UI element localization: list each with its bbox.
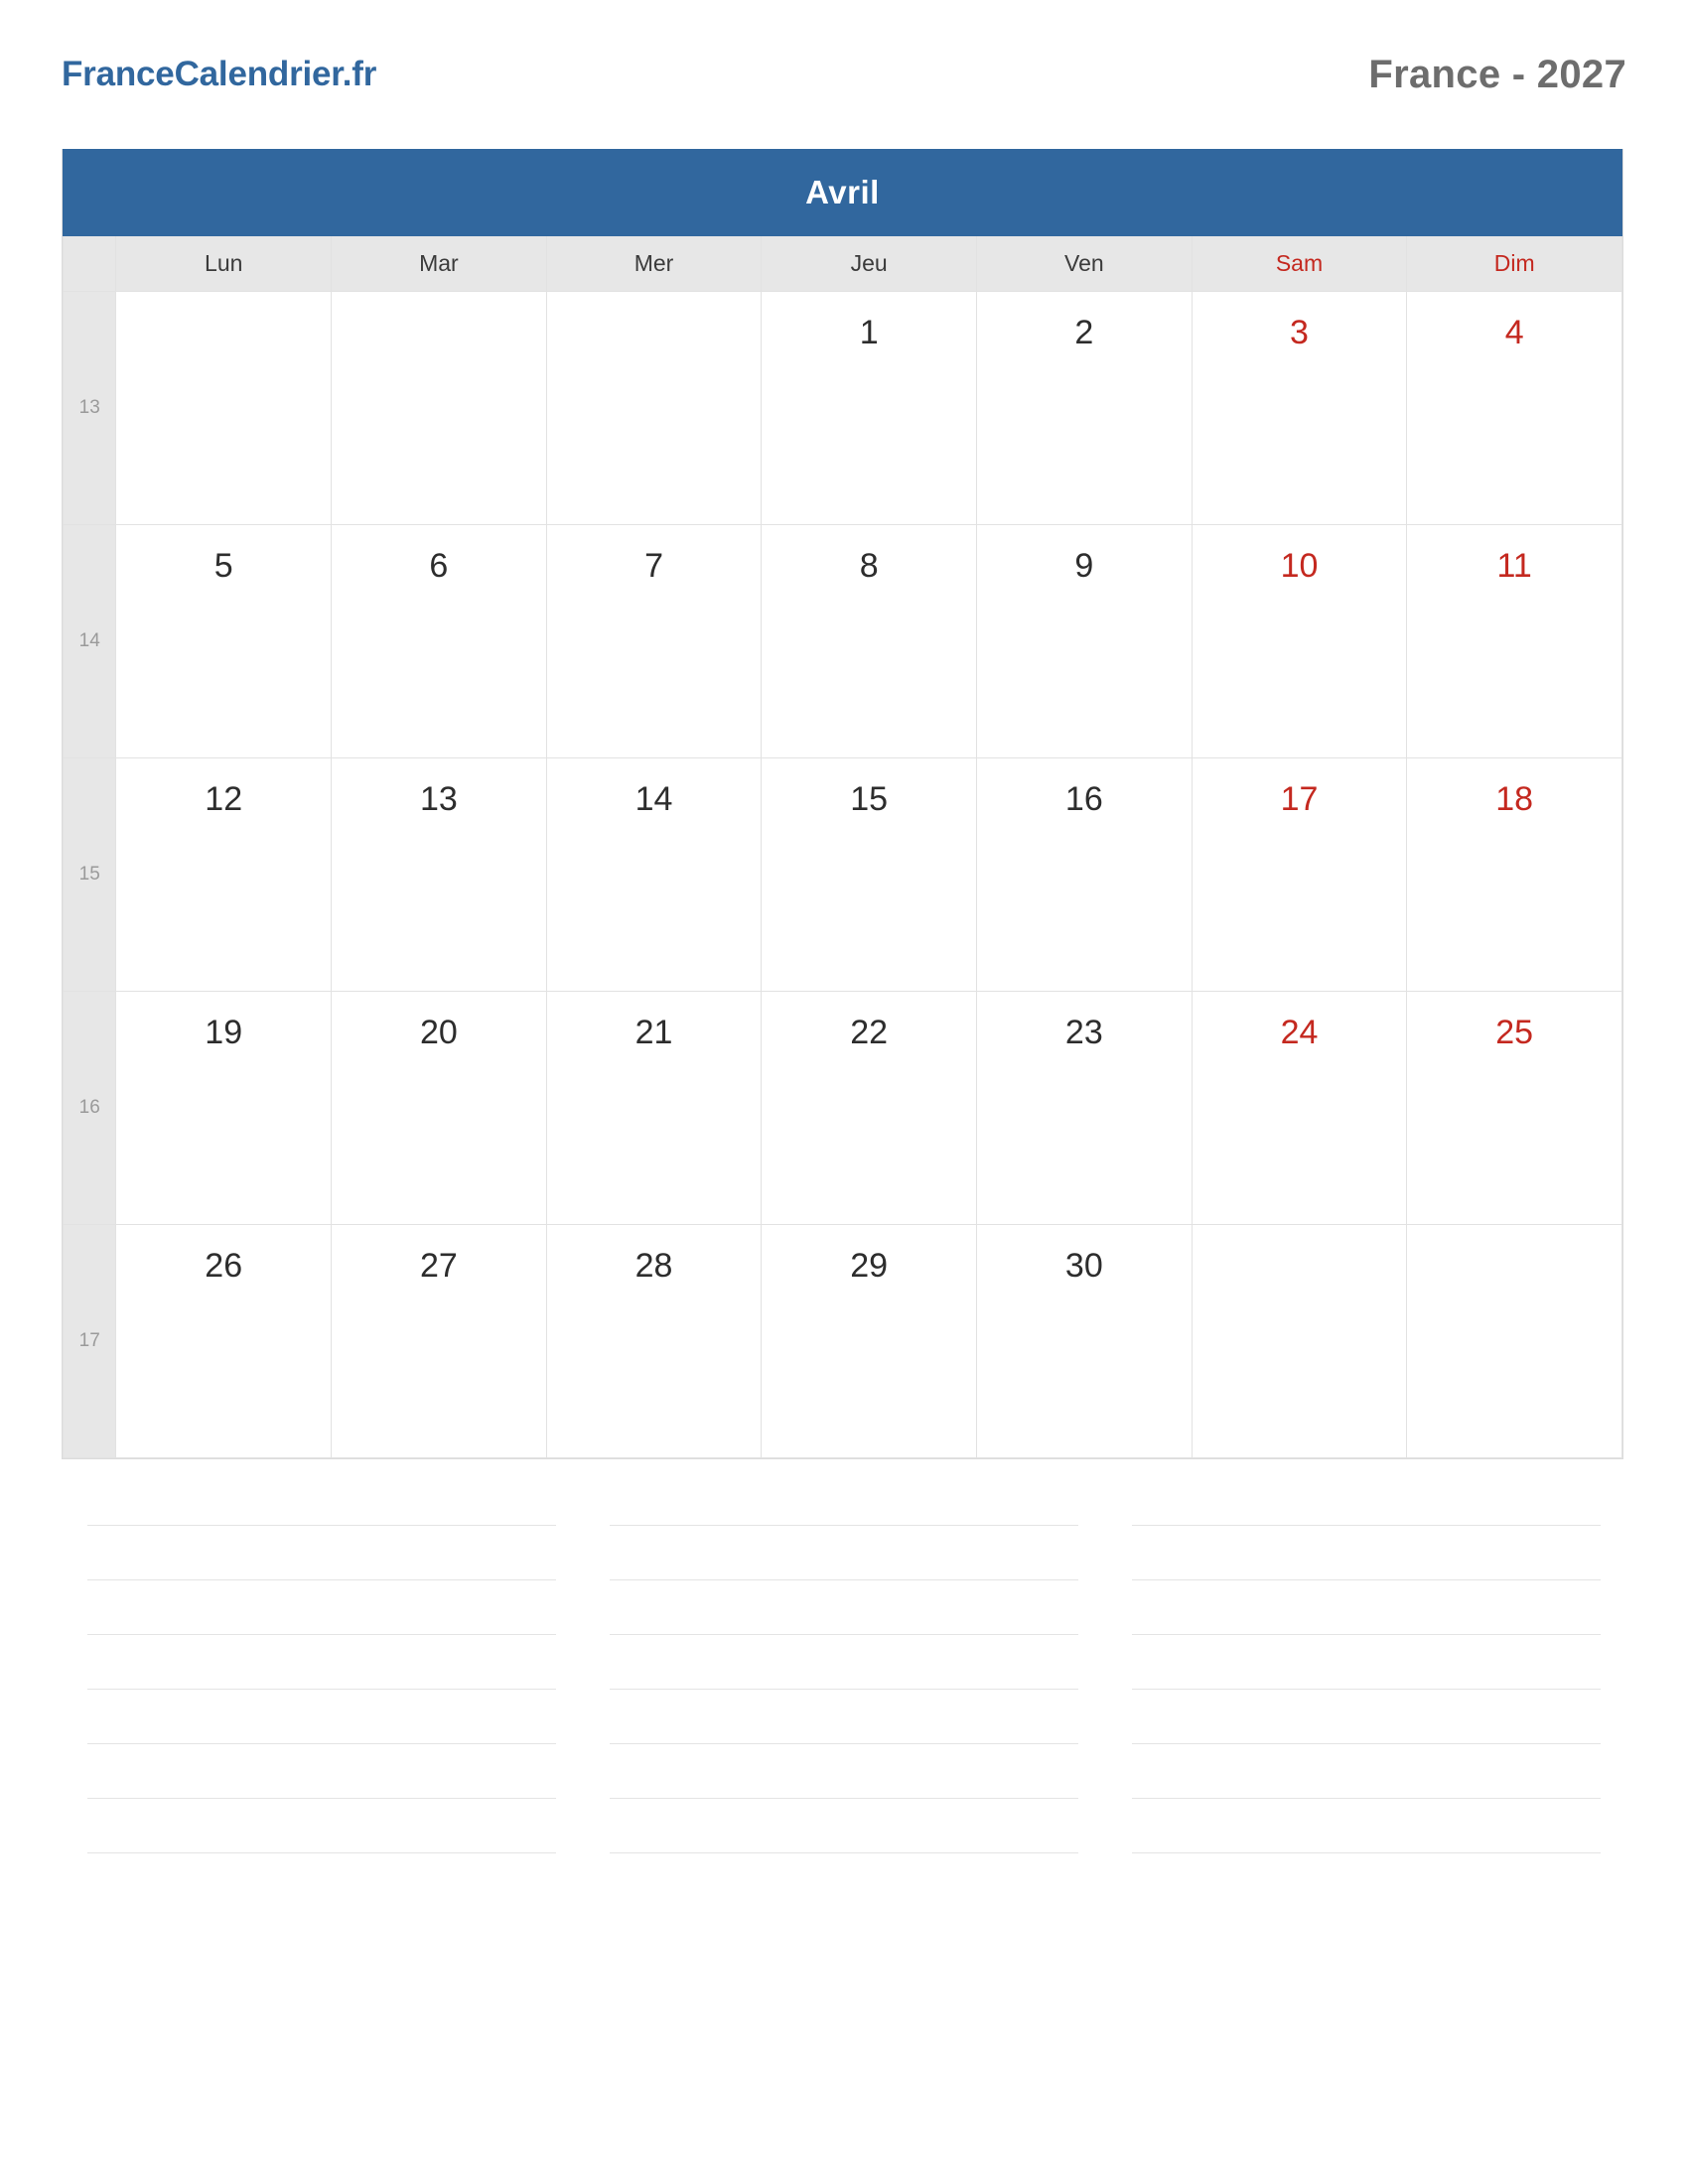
note-line[interactable] (610, 1580, 1078, 1635)
weekday-header-mar: Mar (332, 236, 547, 292)
day-number: 15 (850, 780, 889, 818)
day-cell[interactable] (1192, 758, 1407, 992)
day-cell[interactable] (332, 758, 547, 992)
week-number-header (64, 236, 116, 292)
notes-column (87, 1525, 556, 1853)
day-cell[interactable] (1192, 992, 1407, 1225)
day-cell[interactable] (1192, 292, 1407, 525)
day-cell[interactable] (1407, 1225, 1622, 1458)
day-cell[interactable] (332, 992, 547, 1225)
day-cell[interactable] (116, 758, 332, 992)
day-number: 20 (419, 1014, 458, 1051)
day-number: 30 (1064, 1247, 1103, 1285)
note-line[interactable] (610, 1690, 1078, 1744)
day-number: 19 (205, 1014, 243, 1051)
day-cell[interactable] (546, 992, 762, 1225)
note-line[interactable] (610, 1744, 1078, 1799)
note-line[interactable] (610, 1799, 1078, 1853)
day-cell[interactable] (546, 1225, 762, 1458)
week-number-cell: 13 (64, 292, 116, 525)
weekday-header-row (64, 236, 1622, 292)
day-cell[interactable] (977, 525, 1193, 758)
day-number (116, 292, 331, 316)
day-cell[interactable] (116, 1225, 332, 1458)
day-number: 16 (1064, 780, 1103, 818)
day-cell[interactable] (1192, 525, 1407, 758)
day-number: 14 (634, 780, 673, 818)
page-header (62, 0, 1626, 149)
day-cell[interactable] (116, 525, 332, 758)
day-number: 27 (419, 1247, 458, 1285)
day-cell[interactable] (116, 992, 332, 1225)
note-line[interactable] (1132, 1525, 1601, 1580)
day-number: 2 (1074, 314, 1094, 351)
day-number: 1 (859, 314, 879, 351)
day-cell[interactable] (1407, 758, 1622, 992)
day-cell[interactable] (762, 525, 977, 758)
day-number: 9 (1074, 547, 1094, 585)
weekday-header-dim: Dim (1407, 236, 1622, 292)
week-number-cell: 14 (64, 525, 116, 758)
day-number: 6 (429, 547, 449, 585)
day-number: 3 (1290, 314, 1309, 351)
day-number: 11 (1496, 547, 1532, 585)
note-line[interactable] (1132, 1744, 1601, 1799)
weekday-header-jeu: Jeu (762, 236, 977, 292)
day-cell[interactable] (1407, 292, 1622, 525)
weekday-header-ven: Ven (977, 236, 1193, 292)
day-number: 24 (1280, 1014, 1319, 1051)
note-line[interactable] (1132, 1635, 1601, 1690)
day-number (332, 292, 546, 316)
day-number (1407, 1225, 1621, 1249)
week-number-cell: 17 (64, 1225, 116, 1458)
week-number-cell: 16 (64, 992, 116, 1225)
day-number: 28 (634, 1247, 673, 1285)
site-brand[interactable]: FranceCalendrier.fr (62, 55, 377, 93)
day-number (547, 292, 762, 316)
day-cell[interactable] (332, 525, 547, 758)
note-line[interactable] (87, 1744, 556, 1799)
weekday-header-lun: Lun (116, 236, 332, 292)
note-line[interactable] (87, 1799, 556, 1853)
page-title: France - 2027 (1368, 52, 1626, 96)
calendar-head (64, 236, 1622, 292)
day-cell[interactable] (977, 758, 1193, 992)
calendar-week-row (64, 525, 1622, 758)
note-line[interactable] (87, 1525, 556, 1580)
note-line[interactable] (87, 1580, 556, 1635)
note-line[interactable] (1132, 1799, 1601, 1853)
calendar-week-row (64, 992, 1622, 1225)
day-number: 8 (859, 547, 879, 585)
note-line[interactable] (87, 1635, 556, 1690)
day-cell[interactable] (546, 525, 762, 758)
day-cell[interactable] (116, 292, 332, 525)
notes-column (1132, 1525, 1601, 1853)
day-number (1193, 1225, 1407, 1249)
calendar-body (64, 292, 1622, 1458)
day-cell[interactable] (1407, 525, 1622, 758)
day-cell[interactable] (546, 758, 762, 992)
calendar-week-row (64, 292, 1622, 525)
day-cell[interactable] (1407, 992, 1622, 1225)
day-cell[interactable] (546, 292, 762, 525)
note-line[interactable] (87, 1690, 556, 1744)
day-number: 21 (634, 1014, 673, 1051)
day-number: 4 (1504, 314, 1524, 351)
day-cell[interactable] (1192, 1225, 1407, 1458)
note-line[interactable] (610, 1635, 1078, 1690)
note-line[interactable] (610, 1525, 1078, 1580)
day-cell[interactable] (762, 1225, 977, 1458)
day-cell[interactable] (762, 992, 977, 1225)
day-number: 5 (213, 547, 233, 585)
day-cell[interactable] (977, 1225, 1193, 1458)
day-cell[interactable] (332, 1225, 547, 1458)
day-cell[interactable] (762, 292, 977, 525)
note-line[interactable] (1132, 1580, 1601, 1635)
day-number: 13 (419, 780, 458, 818)
day-number: 12 (205, 780, 243, 818)
day-number: 29 (850, 1247, 889, 1285)
day-number: 18 (1495, 780, 1534, 818)
day-cell[interactable] (332, 292, 547, 525)
day-number: 25 (1495, 1014, 1534, 1051)
weekday-header-sam: Sam (1192, 236, 1407, 292)
day-number: 23 (1064, 1014, 1103, 1051)
day-cell[interactable] (762, 758, 977, 992)
day-number: 17 (1280, 780, 1319, 818)
day-number: 22 (850, 1014, 889, 1051)
day-number: 7 (644, 547, 663, 585)
calendar-week-row (64, 758, 1622, 992)
month-title: Avril (63, 149, 1622, 236)
calendar-container (62, 149, 1623, 1459)
note-line[interactable] (1132, 1690, 1601, 1744)
calendar-table (63, 236, 1622, 1458)
day-cell[interactable] (977, 992, 1193, 1225)
day-cell[interactable] (977, 292, 1193, 525)
day-number: 26 (205, 1247, 243, 1285)
day-number: 10 (1280, 547, 1319, 585)
notes-area (62, 1525, 1626, 1853)
weekday-header-mer: Mer (546, 236, 762, 292)
week-number-cell: 15 (64, 758, 116, 992)
notes-column (610, 1525, 1078, 1853)
calendar-week-row (64, 1225, 1622, 1458)
